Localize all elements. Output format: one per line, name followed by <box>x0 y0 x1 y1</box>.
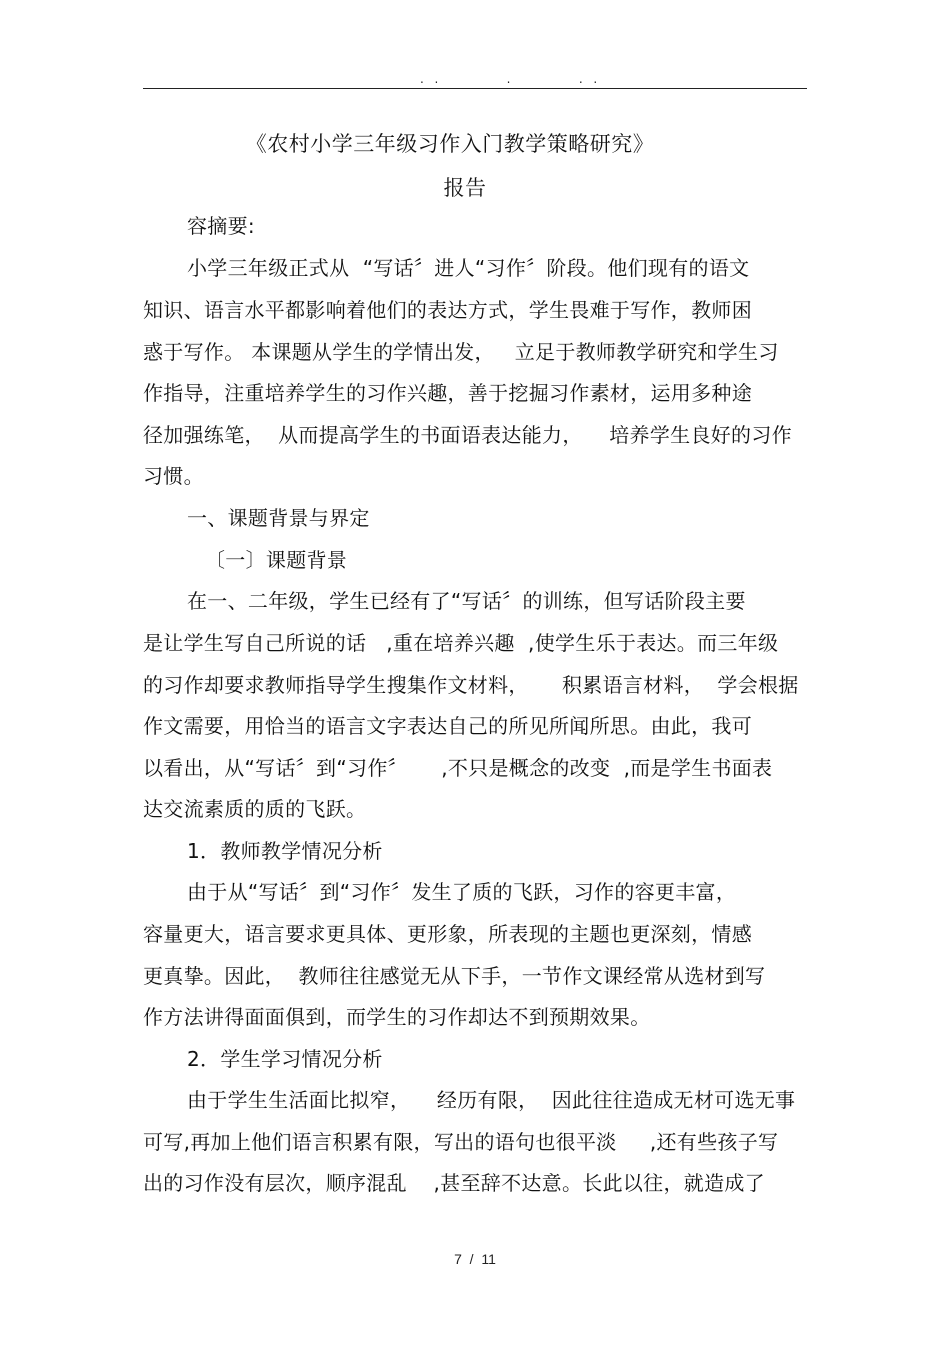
subsection-heading: 〔一〕课题背景 <box>205 548 348 572</box>
document-title: 《农村小学三年级习作入门教学策略研究》 <box>245 132 655 156</box>
body-line: 由于学生生活面比拟窄， 经历有限， 因此往往造成无材可选无事 <box>187 1088 796 1112</box>
abstract-line: 作指导，注重培养学生的习作兴趣，善于挖掘习作素材，运用多种途 <box>143 381 752 405</box>
body-line: 在一、二年级，学生已经有了“写话〞的训练，但写话阶段主要 <box>187 589 746 613</box>
abstract-line: 径加强练笔， 从而提高学生的书面语表达能力， 培养学生良好的习作 <box>143 423 792 447</box>
abstract-line: 习惯。 <box>143 464 204 488</box>
body-line: 容量更大，语言要求更具体、更形象，所表现的主题也更深刻，情感 <box>143 922 752 946</box>
body-line: 是让学生写自己所说的话 ,重在培养兴趣 ,使学生乐于表达。而三年级 <box>143 631 779 655</box>
body-line: 出的习作没有层次，顺序混乱 ,甚至辞不达意。长此以往，就造成了 <box>143 1171 765 1195</box>
header-rule <box>143 88 807 89</box>
point-heading: 1．教师教学情况分析 <box>187 839 383 863</box>
body-line: 更真挚。因此， 教师往往感觉无从下手，一节作文课经常从选材到写 <box>143 964 766 988</box>
abstract-label: 容摘要: <box>187 214 255 238</box>
section-heading: 一、课题背景与界定 <box>187 506 370 530</box>
body-line: 作文需要，用恰当的语言文字表达自己的所见所闻所思。由此，我可 <box>143 714 752 738</box>
body-line: 以看出，从“写话〞到“习作〞 ,不只是概念的改变 ,而是学生书面表 <box>143 756 773 780</box>
document-subtitle: 报告 <box>443 176 487 200</box>
point-heading: 2．学生学习情况分析 <box>187 1047 383 1071</box>
body-line: 由于从“写话〞到“习作〞发生了质的飞跃，习作的容更丰富， <box>187 880 737 904</box>
body-line: 作方法讲得面面俱到，而学生的习作却达不到预期效果。 <box>143 1005 651 1029</box>
header-dots: . . . . . <box>420 72 599 86</box>
page-number: 7 / 11 <box>454 1251 496 1267</box>
abstract-line: 知识、语言水平都影响着他们的表达方式，学生畏难于写作，教师困 <box>143 298 752 322</box>
body-line: 可写,再加上他们语言积累有限，写出的语句也很平淡 ,还有些孩子写 <box>143 1130 779 1154</box>
abstract-line: 惑于写作。 本课题从学生的学情出发， 立足于教师教学研究和学生习 <box>143 340 779 364</box>
abstract-line: 小学三年级正式从 “写话〞进人“习作〞阶段。他们现有的语文 <box>187 256 750 280</box>
body-line: 的习作却要求教师指导学生搜集作文材料， 积累语言材料， 学会根据 <box>143 673 799 697</box>
body-line: 达交流素质的质的飞跃。 <box>143 797 367 821</box>
